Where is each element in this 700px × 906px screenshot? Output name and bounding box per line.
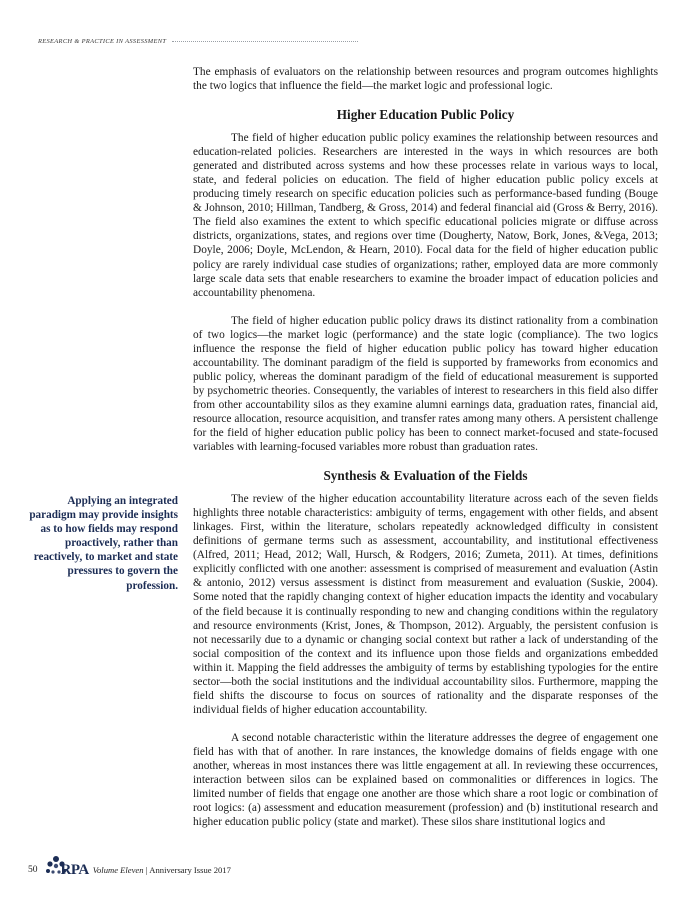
section-heading-public-policy: Higher Education Public Policy [336, 107, 515, 123]
header-dotted-rule [172, 41, 358, 42]
synthesis-paragraph-1: The review of the higher education accountability literature across each of the seven fields highlights three notable characteristics: ambiguity of terms, engagement with other fields, and absent linkages. First, within the literature, scholars repeatedly acknowledged difficulty in consistent definitions of germane terms such as assessment, accountability, and institutional effectiveness (Alfred, 2011; Head, 2012; Wall, Hursch, & Rodgers, 2016; Zumeta, 2011). At times, definitions explicitly conflicted with one another: assessment is comprised of measurement and evaluation (Astin & antonio, 2012) versus assessment is distinct from measurement and evaluation (Suskie, 2004). Some noted that the rapidly changing context of higher education impacts the identity and vocabulary of the field because it is continually responding to new and changing conditions within the regulatory and resource environments (Krist, Jones, & Thompson, 2012). Arguably, the persistent confusion is not necessarily due to a dynamic or changing social context but rather a lack of understanding of the social composition of the context and its influence upon those fields and organizations embedded within it. Mapping the field addresses the ambiguity of terms by establishing typologies for the entire sector—both the social institutions and the individual accountability silos. Furthermore, mapping the field shifts the discourse to focus on sources of rationality and the disparate responses of the individual fields of higher education accountability. [193, 493, 658, 716]
issue-label: Anniversary Issue 2017 [149, 865, 231, 875]
footer-separator: | [145, 865, 148, 875]
rpa-logo-text: RPA [60, 861, 89, 878]
running-header [38, 35, 358, 47]
page-footer [28, 852, 231, 888]
issue-info [93, 865, 231, 875]
rpa-logo [45, 855, 89, 885]
main-text-column [193, 65, 658, 829]
volume-label: Volume Eleven [92, 865, 144, 875]
public-policy-paragraph-1: The field of higher education public policy examines the relationship between resources and education-related policies. Researchers are interested in the ways in which resources are both generated and distributed across systems and how these processes relate in various ways to local, state, and federal policies on education. The field of higher education public policy excels at producing timely research on specific education policies such as performance-based funding (Bouge & Johnson, 2010; Hillman, Tandberg, & Gross, 2014) and federal financial aid (Gross & Berry, 2016). The field also examines the extent to which specific educational policies migrate or diffuse across districts, organizations, states, and regions over time (Dougherty, Natow, Bork, Jones, &Vega, 2013; Doyle, 2006; Doyle, McLendon, & Hearn, 2010). Focal data for the field of higher education public policy are rarely individual case studies of organizations; rather, employed data are more commonly large scale data sets that enable researchers to examine the broader impact of education policies and accountability phenomena. [193, 132, 658, 299]
page-number: 50 [28, 865, 38, 875]
section-heading-synthesis: Synthesis & Evaluation of the Fields [323, 468, 528, 484]
pull-quote: Applying an integrated paradigm may provide insights as to how fields may respond proactively, rather than reactively, to market and state pressures to govern the profession. [29, 495, 178, 592]
running-title: RESEARCH & PRACTICE IN ASSESSMENT [38, 37, 167, 45]
public-policy-paragraph-2: The field of higher education public policy draws its distinct rationality from a combination of two logics—the market logic (performance) and the state logic (compliance). The two logics influence the response the field of higher education public policy has toward higher education accountability. The dominant paradigm of the field is supported by frameworks from economics and public policy, whereas the dominant paradigm of the field of educational measurement is supported by psychometric theories. Consequently, the variables of interest to researchers in this field also differ from other accountability silos as they examine alumni earnings data, graduation rates, financial aid, resource allocation, resource acquisition, and transfer rates among many others. A persistent challenge for the field of higher education public policy has been to connect market-focused and state-focused variables with learning-focused variables more robust than graduation rates. [193, 314, 658, 454]
synthesis-paragraph-2: A second notable characteristic within the literature addresses the degree of engagement one field has with that of another. In rare instances, the knowledge domains of fields engage with one another, whereas in most instances there was little engagement at all. In reviewing these occurrences, interaction between silos can be explained based on commonalities or differences in logics. The limited number of fields that engage one another are those which share a root logic or combination of root logics: (a) assessment and education measurement (profession) and (b) institutional research and higher education public policy (state and market). These silos share institutional logics and [193, 731, 658, 829]
intro-paragraph: The emphasis of evaluators on the relationship between resources and program outcomes highlights the two logics that influence the field—the market logic and professional logic. [193, 66, 658, 93]
